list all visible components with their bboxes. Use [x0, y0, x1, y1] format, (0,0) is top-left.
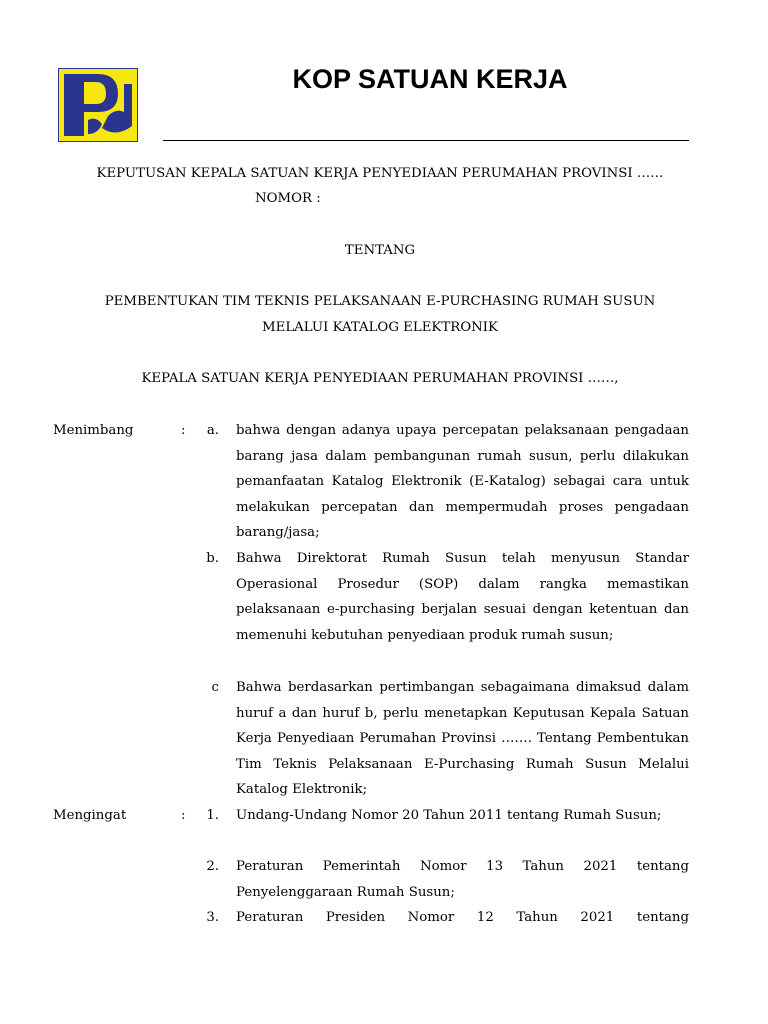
- letterhead-title: KOP SATUAN KERJA: [292, 64, 568, 94]
- subject-line-1: PEMBENTUKAN TIM TEKNIS PELAKSANAAN E-PURCHASING RUMAH SUSUN: [104, 294, 656, 309]
- list-item: Undang-Undang Nomor 20 Tahun 2011 tentang Rumah Susun;: [236, 808, 662, 823]
- decree-number: NOMOR :: [255, 191, 321, 206]
- mengingat-colon: :: [181, 808, 186, 823]
- ministry-logo-icon: [58, 68, 138, 142]
- list-item: Bahwa berdasarkan pertimbangan sebagaimana dimaksud dalam huruf a dan huruf b, perlu menetapkan Keputusan Kepala Satuan Kerja Penyediaan Perumahan Provinsi ……. Tentang Pembentukan Tim Teknis Pelaksanaan E-Purchasing Rumah Susun Melalui Katalog Elektronik;: [236, 680, 689, 798]
- menimbang-label: Menimbang: [53, 423, 134, 438]
- menimbang-colon: :: [181, 423, 186, 438]
- list-item: Bahwa Direktorat Rumah Susun telah menyusun Standar Operasional Prosedur (SOP) dalam rangka memastikan pelaksanaan e-purchasing berjalan sesuai dengan ketentuan dan memenuhi kebutuhan penyediaan produk rumah susun;: [236, 551, 689, 643]
- mengingat-label: Mengingat: [53, 808, 127, 823]
- item-marker: c: [211, 680, 219, 695]
- logo: [58, 68, 138, 142]
- authority-line: KEPALA SATUAN KERJA PENYEDIAAN PERUMAHAN PROVINSI ……,: [141, 371, 619, 386]
- header-divider: [163, 140, 689, 141]
- item-marker: 2.: [206, 859, 219, 874]
- decree-title: KEPUTUSAN KEPALA SATUAN KERJA PENYEDIAAN PERUMAHAN PROVINSI ……: [96, 166, 664, 181]
- tentang-heading: TENTANG: [344, 243, 416, 258]
- item-marker: b.: [206, 551, 219, 566]
- list-item: Peraturan Pemerintah Nomor 13 Tahun 2021 tentang Penyelenggaraan Rumah Susun;: [236, 859, 689, 900]
- subject-line-2: MELALUI KATALOG ELEKTRONIK: [262, 320, 498, 335]
- item-marker: 3.: [206, 910, 219, 925]
- item-marker: a.: [206, 423, 219, 438]
- list-item: bahwa dengan adanya upaya percepatan pelaksanaan pengadaan barang jasa dalam pembangunan rumah susun, perlu dilakukan pemanfaatan Katalog Elektronik (E-Katalog) sebagai cara untuk melakukan percepatan dan mempermudah proses pengadaan barang/jasa;: [236, 423, 689, 541]
- item-marker: 1.: [206, 808, 219, 823]
- list-item: Peraturan Presiden Nomor 12 Tahun 2021 tentang: [236, 910, 689, 925]
